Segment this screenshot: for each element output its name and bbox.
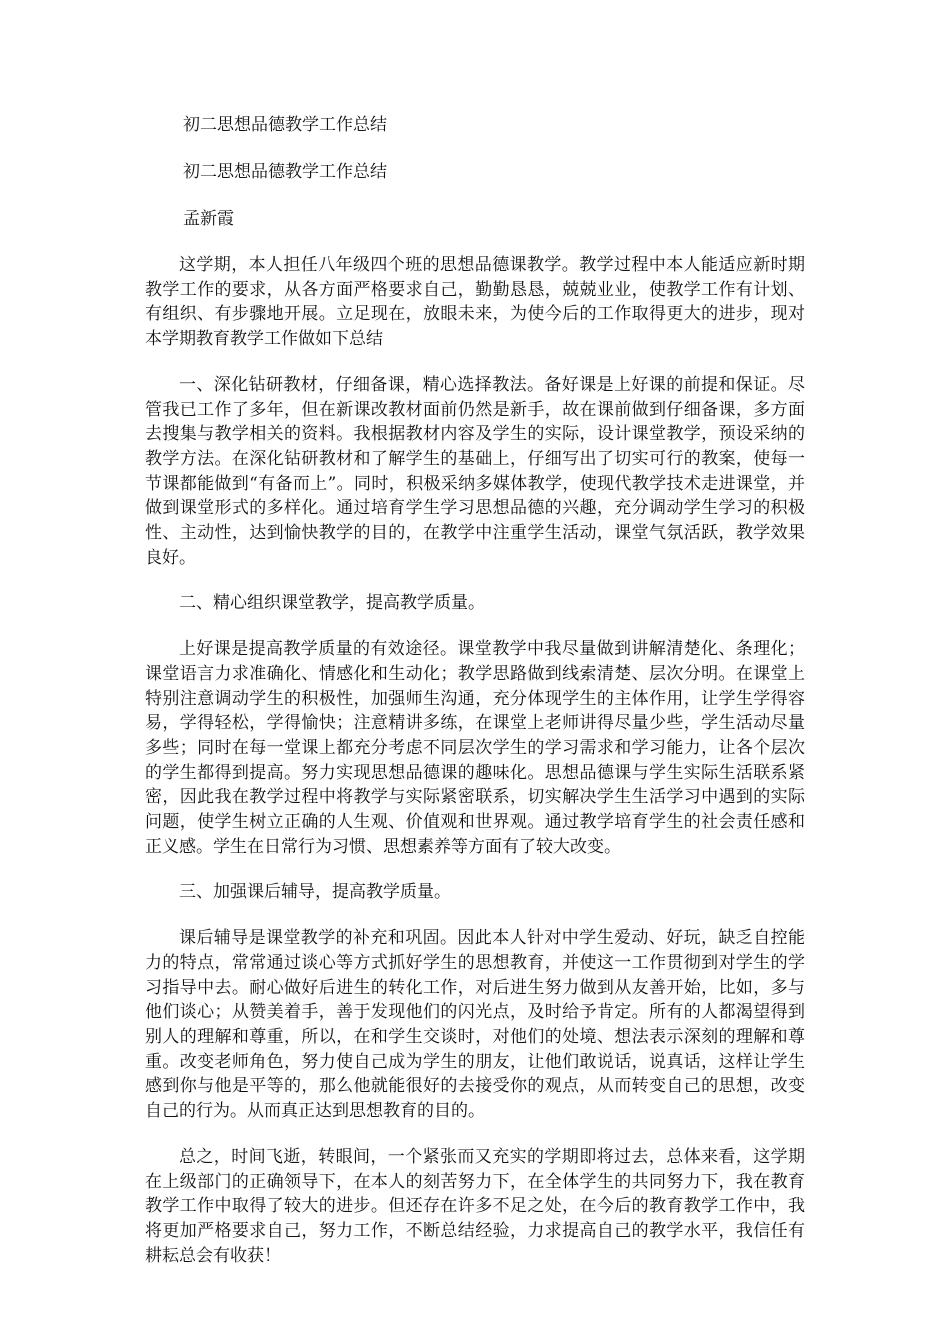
- paragraph-section-2: 上好课是提高教学质量的有效途径。课堂教学中我尽量做到讲解清楚化、条理化；课堂语言力求准确化、情感化和生动化；教学思路做到线索清楚、层次分明。在课堂上特别注意调动学生的积极性，加强师生沟通，充分体现学生的主体作用，让学生学得容易，学得轻松，学得愉快；注意精讲多练，在课堂上老师讲得尽量少些，学生活动尽量多些；同时在每一堂课上都充分考虑不同层次学生的学习需求和学习能力，让各个层次的学生都得到提高。努力实现思想品德课的趣味化。思想品德课与学生实际生活联系紧密，因此我在教学过程中将教学与实际紧密联系，切实解决学生生活学习中遇到的实际问题，使学生树立正确的人生观、价值观和世界观。通过教学培育学生的社会责任感和正义感。学生在日常行为习惯、思想素养等方面有了较大改变。: [145, 639, 805, 857]
- section-heading-3: 三、加强课后辅导，提高教学质量。: [179, 882, 451, 903]
- document-page: [145, 112, 805, 1289]
- document-author: 孟新霞: [183, 209, 234, 229]
- paragraph-intro: 这学期，本人担任八年级四个班的思想品德课教学。教学过程中本人能适应新时期教学工作的要求，从各方面严格要求自己，勤勤恳恳，兢兢业业，使教学工作有计划、有组织、有步骤地开展。立足现在，放眼未来，为使今后的工作取得更大的进步，现对本学期教育教学工作做如下总结: [145, 255, 805, 350]
- section-heading-2: 二、精心组织课堂教学，提高教学质量。: [179, 593, 485, 614]
- paragraph-conclusion: 总之，时间飞逝，转眼间，一个紧张而又充实的学期即将过去，总体来看，这学期在上级部门的正确领导下，在本人的刻苦努力下，在全体学生的共同努力下，我在教育教学工作中取得了较大的进步。但还存在许多不足之处，在今后的教育教学工作中，我将更加严格要求自己，努力工作，不断总结经验，力求提高自己的教学水平，我信任有耕耘总会有收获！: [145, 1146, 805, 1266]
- document-title: 初二思想品德教学工作总结: [183, 115, 387, 135]
- paragraph-section-3: 课后辅导是课堂教学的补充和巩固。因此本人针对中学生爱动、好玩，缺乏自控能力的特点，常常通过谈心等方式抓好学生的思想教育，并使这一工作贯彻到对学生的学习指导中去。耐心做好后进生的转化工作，对后进生努力做到从友善开始，比如，多与他们谈心；从赞美着手，善于发现他们的闪光点，及时给予肯定。所有的人都渴望得到别人的理解和尊重，所以，在和学生交谈时，对他们的处境、想法表示深刻的理解和尊重。改变老师角色，努力使自己成为学生的朋友，让他们敢说话，说真话，这样让学生感到你与他是平等的，那么他就能很好的去接受你的观点，从而转变自己的思想，改变自己的行为。从而真正达到思想教育的目的。: [145, 928, 805, 1122]
- document-subtitle: 初二思想品德教学工作总结: [183, 162, 387, 182]
- paragraph-section-1: 一、深化钻研教材，仔细备课，精心选择教法。备好课是上好课的前提和保证。尽管我已工作了多年，但在新课改教材面前仍然是新手，故在课前做到仔细备课，多方面去搜集与教学相关的资料。我根据教材内容及学生的实际，设计课堂教学，预设采纳的教学方法。在深化钻研教材和了解学生的基础上，仔细写出了切实可行的教案，使每一节课都能做到“有备而上”。同时，积极采纳多媒体教学，使现代教学技术走进课堂，并做到课堂形式的多样化。通过培育学生学习思想品德的兴趣，充分调动学生学习的积极性、主动性，达到愉快教学的目的，在教学中注重学生活动，课堂气氛活跃，教学效果良好。: [145, 374, 805, 568]
